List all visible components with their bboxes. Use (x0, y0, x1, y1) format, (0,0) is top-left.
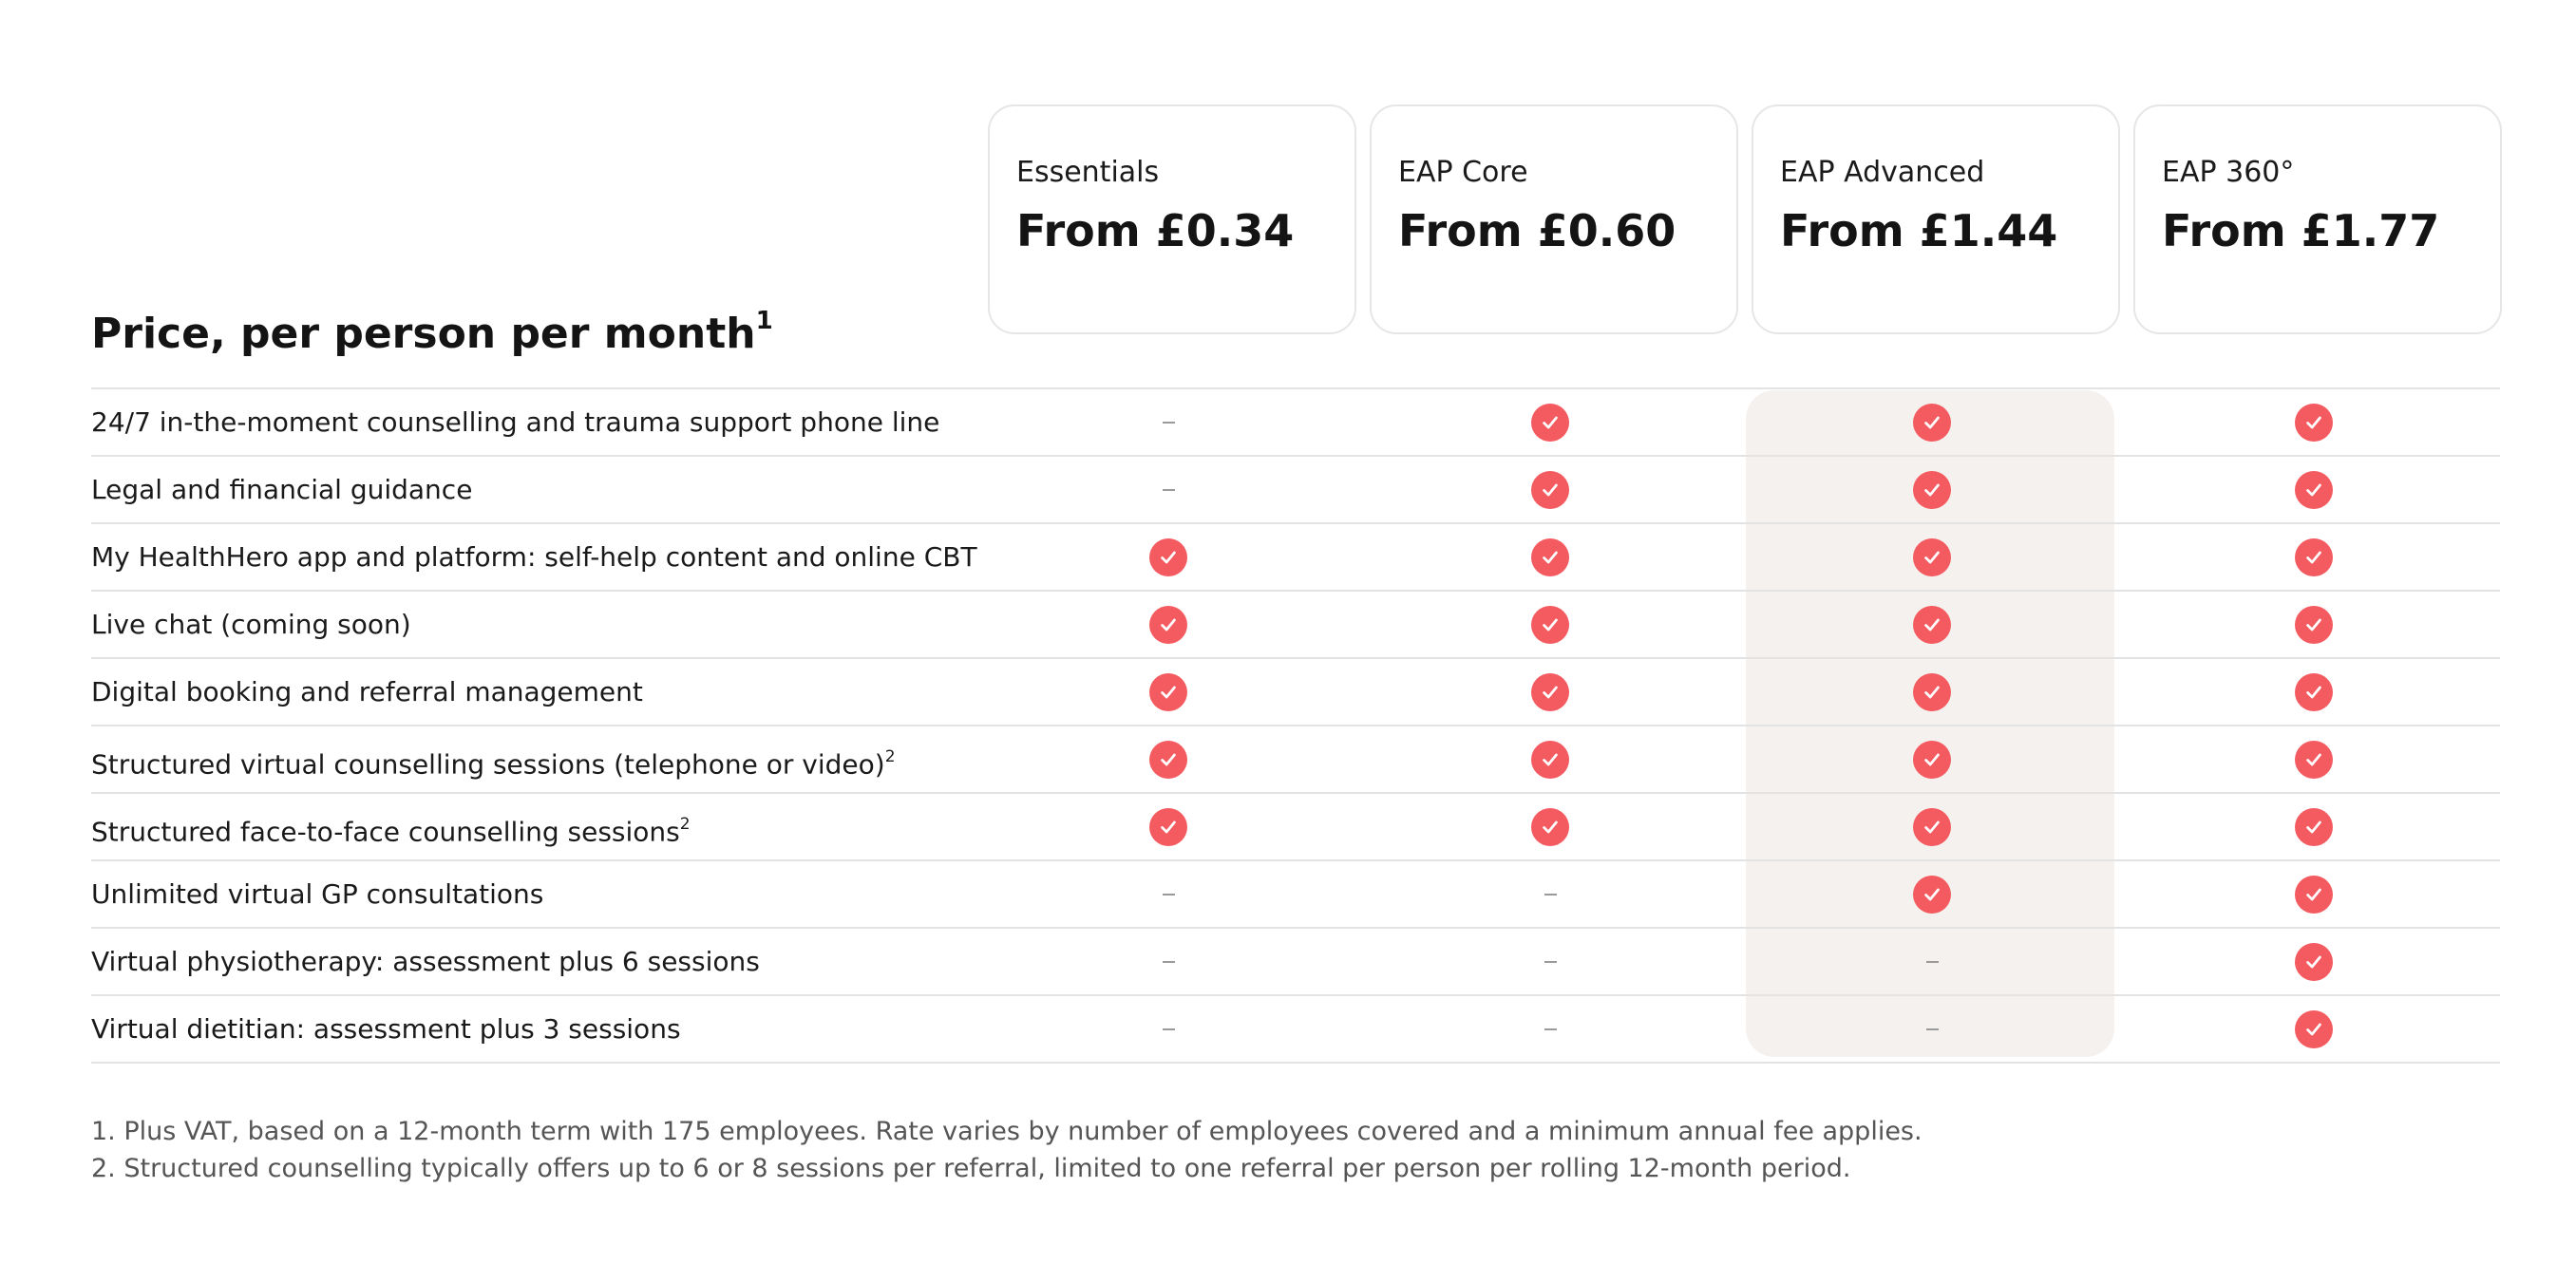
table-row (91, 859, 2500, 927)
check-circle-icon (1531, 741, 1569, 779)
plan-cell (1904, 861, 1960, 927)
plan-cell (2285, 726, 2342, 792)
dash-icon (1544, 1028, 1557, 1030)
feature-label-text: Unlimited virtual GP consultations (91, 878, 544, 910)
plan-cell (2285, 457, 2342, 522)
feature-label (91, 592, 411, 657)
plan-cell (1904, 524, 1960, 590)
plan-cell (2285, 794, 2342, 859)
plan-cell (1904, 389, 1960, 455)
check-circle-icon (2295, 808, 2333, 846)
check-circle-icon (1149, 808, 1187, 846)
check-circle-icon (1149, 606, 1187, 644)
check-circle-icon (1913, 673, 1951, 711)
plan-card-essentials (988, 104, 1356, 334)
check-circle-icon (2295, 471, 2333, 509)
check-circle-icon (1913, 538, 1951, 576)
plan-name: Essentials (1016, 156, 1160, 189)
check-circle-icon (1913, 404, 1951, 442)
plan-cell (1140, 996, 1197, 1062)
check-circle-icon (1913, 741, 1951, 779)
feature-label (91, 861, 543, 927)
price-heading (91, 307, 773, 358)
plan-cell (1140, 726, 1197, 792)
feature-label-text: Structured virtual counselling sessions (telephone or video) (91, 748, 885, 781)
plan-cell (1140, 794, 1197, 859)
plan-cell (1140, 457, 1197, 522)
table-row (91, 792, 2500, 859)
dash-icon (1544, 894, 1557, 896)
footnote-2: 2. Structured counselling typically offers up to 6 or 8 sessions per referral, limited to one referral per person per rolling 12-month period. (91, 1154, 1851, 1183)
feature-label-text: Digital booking and referral management (91, 676, 643, 707)
feature-footnote-marker: 2 (679, 815, 691, 834)
check-circle-icon (1149, 741, 1187, 779)
feature-label-text: Legal and financial guidance (91, 474, 473, 505)
check-circle-icon (1531, 673, 1569, 711)
check-circle-icon (2295, 673, 2333, 711)
table-row (91, 387, 2500, 455)
plan-name: EAP Core (1398, 156, 1528, 189)
table-row (91, 657, 2500, 725)
dash-icon (1926, 1028, 1939, 1030)
dash-icon (1163, 894, 1175, 896)
check-circle-icon (2295, 404, 2333, 442)
dash-icon (1544, 961, 1557, 963)
check-circle-icon (1531, 808, 1569, 846)
plan-cell (2285, 861, 2342, 927)
check-circle-icon (2295, 943, 2333, 981)
plan-cell (1904, 457, 1960, 522)
plan-cell (1522, 389, 1579, 455)
feature-label (91, 996, 681, 1062)
dash-icon (1163, 489, 1175, 491)
plan-cell (1904, 929, 1960, 994)
table-row (91, 590, 2500, 657)
plan-price: From £0.60 (1398, 205, 1676, 256)
dash-icon (1926, 961, 1939, 963)
feature-label (91, 726, 896, 792)
plan-cell (1904, 794, 1960, 859)
table-row (91, 927, 2500, 994)
check-circle-icon (1913, 808, 1951, 846)
feature-label (91, 929, 760, 994)
plan-cell (1140, 861, 1197, 927)
plan-price: From £1.44 (1780, 205, 2058, 256)
check-circle-icon (2295, 1010, 2333, 1048)
plan-price: From £0.34 (1016, 205, 1295, 256)
feature-comparison-table (91, 387, 2500, 1064)
check-circle-icon (1531, 538, 1569, 576)
check-circle-icon (1531, 606, 1569, 644)
feature-label-text: Structured face-to-face counselling sessions (91, 816, 680, 848)
feature-label-text: Virtual dietitian: assessment plus 3 sessions (91, 1013, 681, 1045)
check-circle-icon (2295, 741, 2333, 779)
check-circle-icon (1913, 606, 1951, 644)
dash-icon (1163, 961, 1175, 963)
plan-cell (1904, 592, 1960, 657)
plan-cell (2285, 592, 2342, 657)
feature-footnote-marker: 2 (884, 747, 896, 766)
table-row (91, 455, 2500, 522)
plan-cell (1522, 861, 1579, 927)
check-circle-icon (1913, 876, 1951, 914)
feature-label-text: Virtual physiotherapy: assessment plus 6 sessions (91, 946, 760, 977)
plan-name: EAP Advanced (1780, 156, 1985, 189)
plan-cell (2285, 524, 2342, 590)
feature-label-text: Live chat (coming soon) (91, 609, 411, 640)
plan-cell (1522, 524, 1579, 590)
plan-cell (2285, 929, 2342, 994)
feature-label (91, 659, 643, 725)
plan-cell (1522, 457, 1579, 522)
check-circle-icon (2295, 876, 2333, 914)
check-circle-icon (1149, 538, 1187, 576)
plan-card-eap-advanced (1752, 104, 2120, 334)
check-circle-icon (2295, 538, 2333, 576)
check-circle-icon (2295, 606, 2333, 644)
price-heading-text: Price, per person per month (91, 310, 756, 358)
footnotes (91, 1113, 1923, 1187)
plan-cell (1522, 929, 1579, 994)
check-circle-icon (1149, 673, 1187, 711)
price-heading-footnote-marker: 1 (755, 307, 773, 336)
plan-cell (1522, 592, 1579, 657)
plan-price: From £1.77 (2162, 205, 2440, 256)
feature-label-text: My HealthHero app and platform: self-help content and online CBT (91, 541, 977, 573)
plan-cell (1904, 659, 1960, 725)
plan-cell (1140, 524, 1197, 590)
plan-card-eap-core (1370, 104, 1738, 334)
dash-icon (1163, 1028, 1175, 1030)
check-circle-icon (1531, 404, 1569, 442)
plan-cell (2285, 996, 2342, 1062)
plan-cell (1522, 659, 1579, 725)
plan-cell (2285, 389, 2342, 455)
plan-cell (1140, 659, 1197, 725)
table-row (91, 725, 2500, 792)
feature-label-text: 24/7 in-the-moment counselling and trauma support phone line (91, 406, 940, 438)
plan-cell (2285, 659, 2342, 725)
feature-label (91, 457, 472, 522)
plan-card-eap-360 (2133, 104, 2502, 334)
dash-icon (1163, 422, 1175, 424)
plan-cell (1140, 929, 1197, 994)
feature-label (91, 389, 939, 455)
plan-name: EAP 360° (2162, 156, 2295, 189)
feature-label (91, 794, 691, 859)
plan-cell (1522, 996, 1579, 1062)
plan-cell (1140, 592, 1197, 657)
check-circle-icon (1531, 471, 1569, 509)
feature-label (91, 524, 977, 590)
plan-cell (1522, 794, 1579, 859)
plan-cell (1522, 726, 1579, 792)
plan-cell (1140, 389, 1197, 455)
footnote-1: 1. Plus VAT, based on a 12-month term with 175 employees. Rate varies by number of employees covered and a minimum annual fee applies. (91, 1117, 1923, 1146)
table-row (91, 994, 2500, 1064)
table-row (91, 522, 2500, 590)
plan-cell (1904, 996, 1960, 1062)
plan-cell (1904, 726, 1960, 792)
check-circle-icon (1913, 471, 1951, 509)
